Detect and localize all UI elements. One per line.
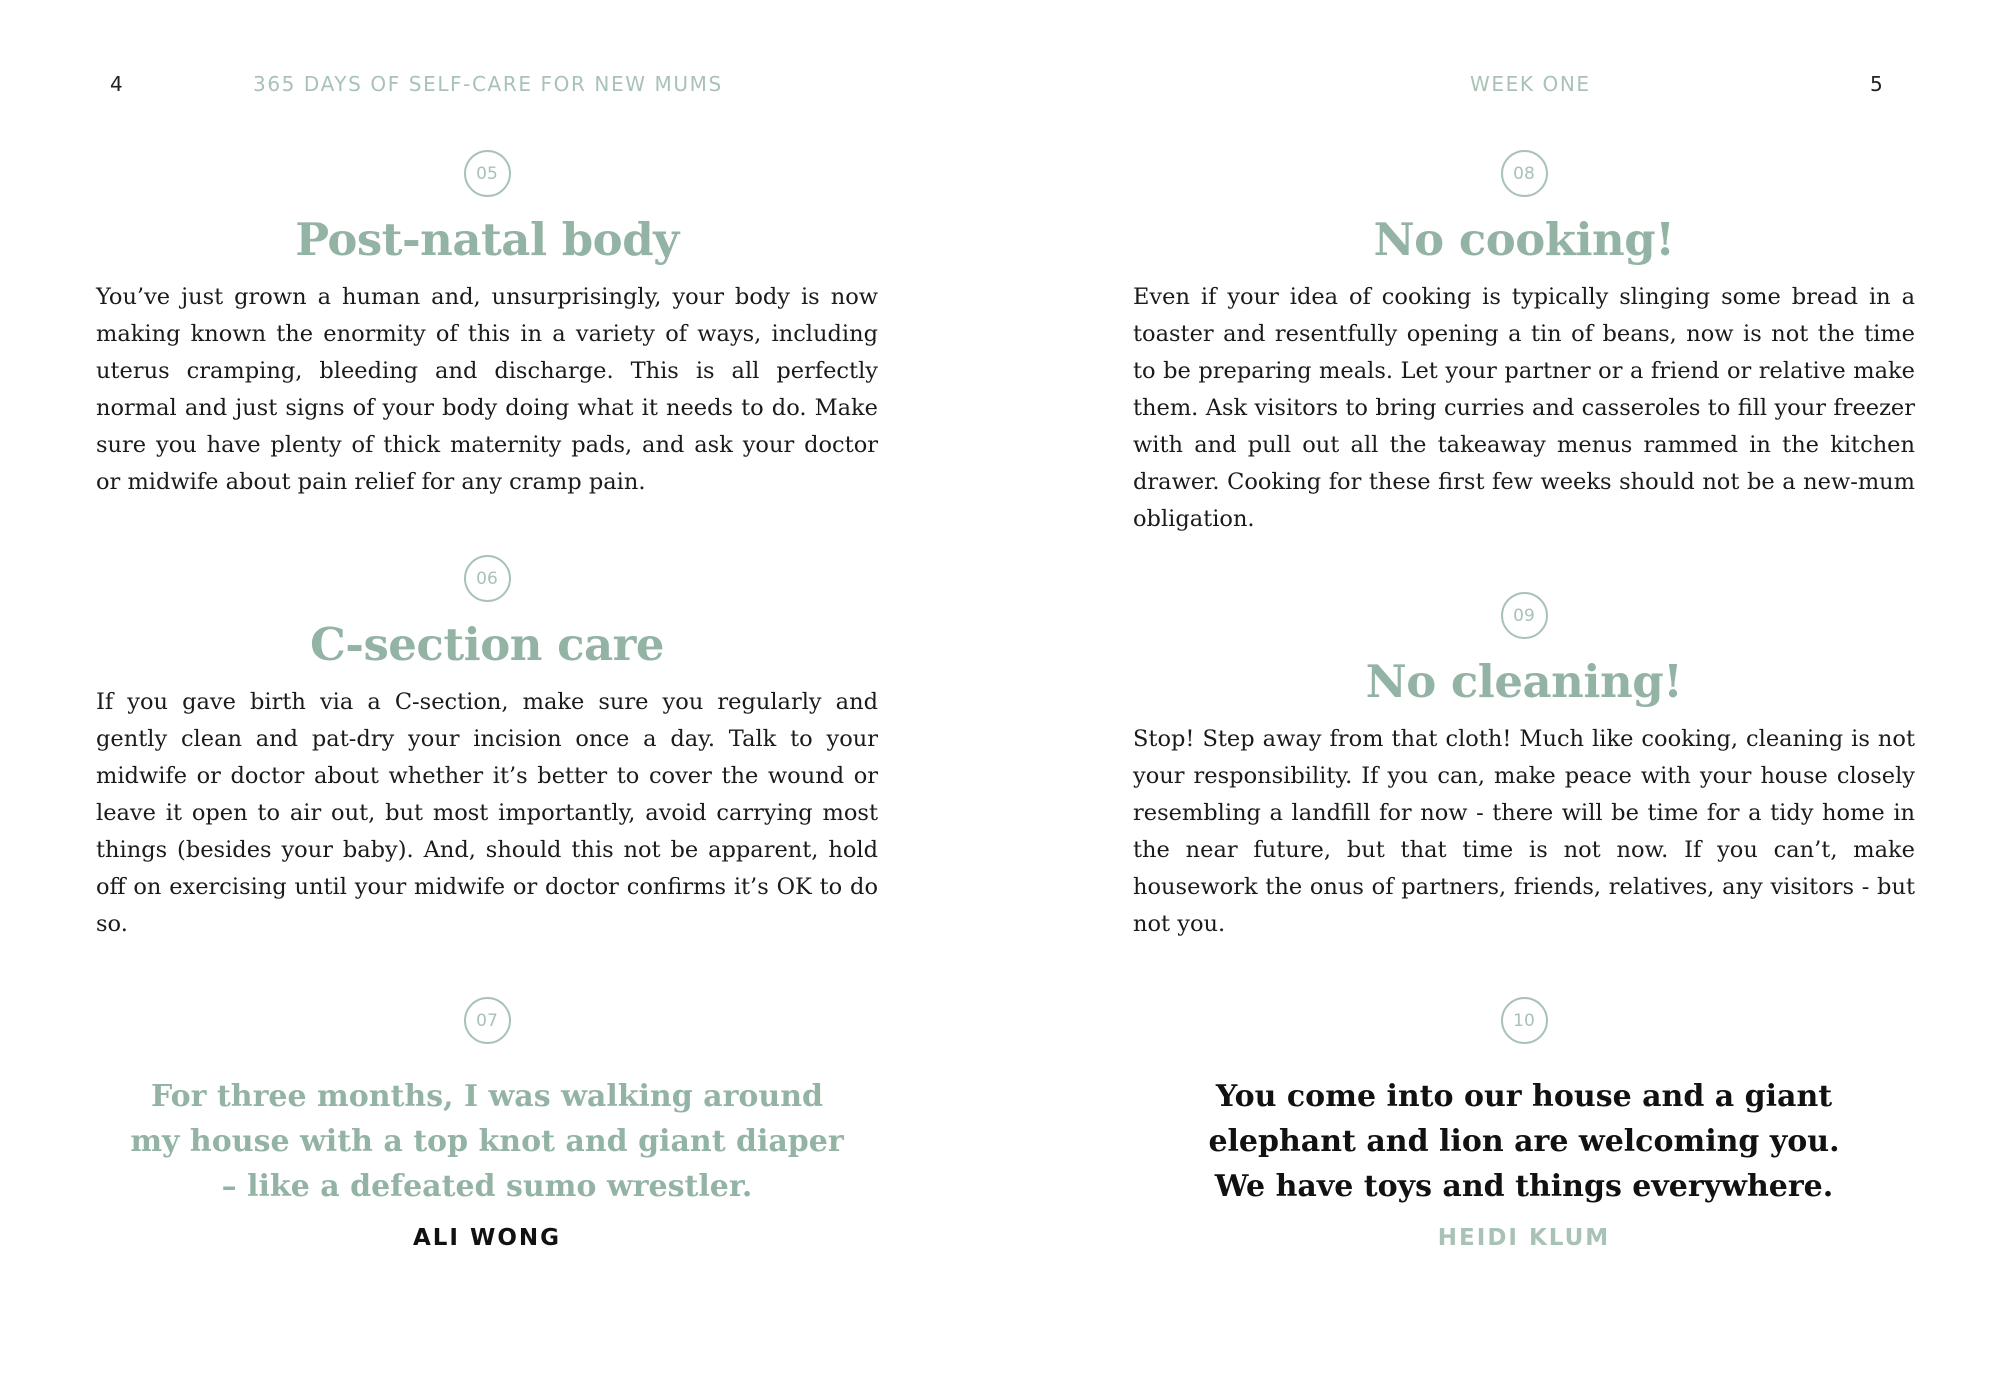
quote-attribution: HEIDI KLUM: [1437, 1225, 1611, 1251]
entry-number-badge: 09: [1501, 592, 1548, 639]
entry-number-badge: 10: [1501, 997, 1548, 1044]
entry-title: Post-natal body: [295, 213, 679, 266]
quote-entry-10: [1133, 997, 1915, 1251]
quote-line: We have toys and things everywhere.: [1214, 1169, 1834, 1204]
entry-text: You’ve just grown a human and, unsurprisingly, your body is now making known the enormity of this in a variety of ways, including uterus cramping, bleeding and discharge. This is all perfectly normal and just signs of your body doing what it needs to do. Make sure you have plenty of thick maternity pads, and ask your doctor or midwife about pain relief for any cramp pain.: [96, 283, 878, 495]
entry-05: [96, 150, 878, 501]
page-number: 5: [1870, 72, 1883, 96]
quote-text: [127, 1074, 847, 1209]
quote-line: You come into our house and a giant: [1215, 1079, 1833, 1114]
quote-attribution: ALI WONG: [412, 1225, 562, 1251]
quote-text: [1164, 1074, 1884, 1209]
quote-entry-07: [96, 997, 878, 1251]
entry-06: [96, 555, 878, 943]
entry-number-badge: 08: [1501, 150, 1548, 197]
entry-title: No cleaning!: [1365, 655, 1683, 708]
entry-text: Even if your idea of cooking is typically slinging some bread in a toaster and resentfully opening a tin of beans, now is not the time to be preparing meals. Let your partner or a friend or relative make them. Ask visitors to bring curries and casseroles to fill your freezer with and pull out all the takeaway menus rammed in the kitchen drawer. Cooking for these first few weeks should not be a new-mum obligation.: [1133, 283, 1915, 532]
running-head: WEEK ONE: [1470, 72, 1591, 96]
page-number: 4: [110, 72, 123, 96]
entry-number-badge: 05: [464, 150, 511, 197]
quote-line: my house with a top knot and giant diaper: [130, 1124, 844, 1159]
running-head: 365 DAYS OF SELF-CARE FOR NEW MUMS: [253, 72, 723, 96]
entry-title: C-section care: [309, 618, 665, 671]
quote-line: elephant and lion are welcoming you.: [1208, 1124, 1840, 1159]
entry-number-badge: 07: [464, 997, 511, 1044]
quote-line: For three months, I was walking around: [150, 1079, 824, 1114]
right-page: [1000, 0, 2000, 1400]
entry-08: [1133, 150, 1915, 538]
entry-09: [1133, 592, 1915, 943]
entry-number-badge: 06: [464, 555, 511, 602]
entry-text: If you gave birth via a C-section, make sure you regularly and gently clean and pat-dry your incision once a day. Talk to your midwife or doctor about whether it’s better to cover the wound or leave it open to air out, but most importantly, avoid carrying most things (besides your baby). And, should this not be apparent, hold off on exercising until your midwife or doctor confirms it’s OK to do so.: [96, 688, 878, 937]
quote-line: – like a defeated sumo wrestler.: [221, 1169, 753, 1204]
entry-text: Stop! Step away from that cloth! Much like cooking, cleaning is not your responsibility. If you can, make peace with your house closely resembling a landfill for now - there will be time for a tidy home in the near future, but that time is not now. If you can’t, make housework the onus of partners, friends, relatives, any visitors - but not you.: [1133, 725, 1915, 937]
entry-title: No cooking!: [1373, 213, 1675, 266]
